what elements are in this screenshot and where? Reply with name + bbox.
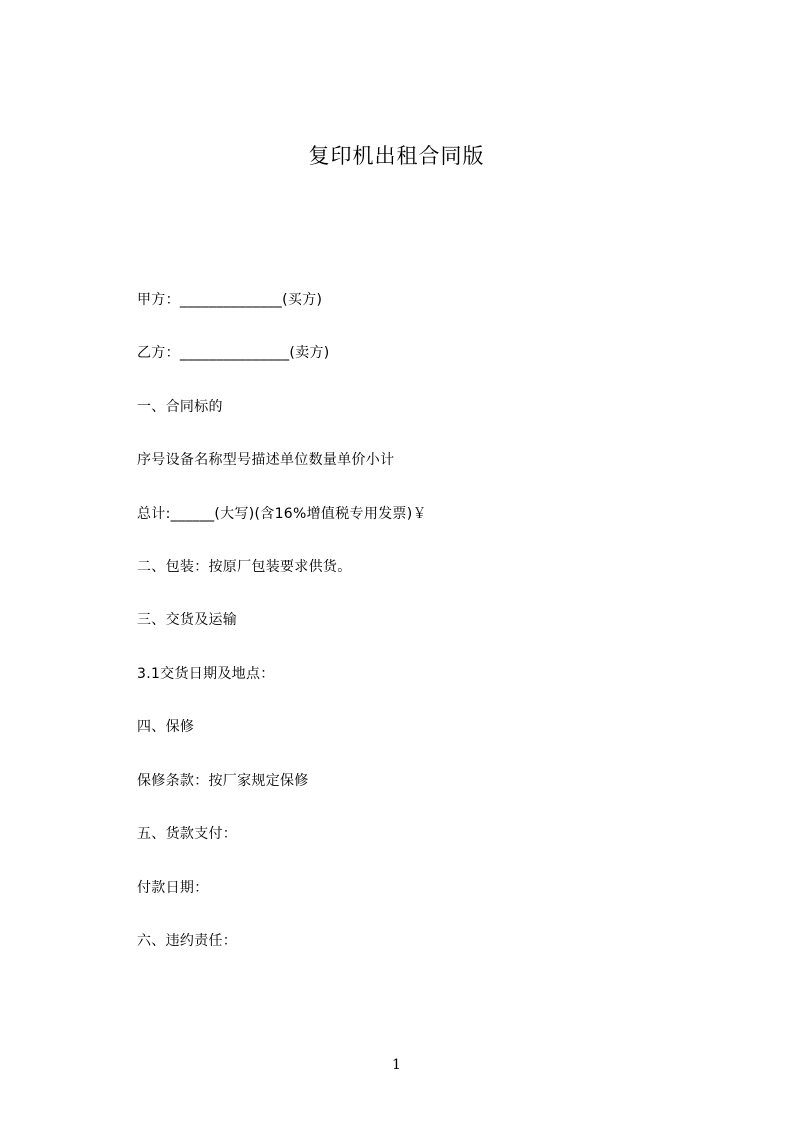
section-6-heading: 六、违约责任：	[137, 933, 238, 949]
warranty-terms: 保修条款：按厂家规定保修	[137, 773, 309, 789]
party-a-line: 甲方：______________(买方)	[137, 292, 323, 308]
payment-date: 付款日期：	[137, 880, 209, 896]
delivery-date-location: 3.1交货日期及地点：	[137, 666, 275, 682]
section-5-heading: 五、货款支付：	[137, 826, 238, 842]
document-title: 复印机出租合同版	[308, 144, 485, 168]
section-2-packaging: 二、包装：按原厂包装要求供货。	[137, 559, 352, 575]
section-4-heading: 四、保修	[137, 719, 195, 735]
total-line: 总计:______(大写)(含16%增值税专用发票)￥	[137, 506, 427, 522]
section-3-heading: 三、交货及运输	[137, 612, 238, 628]
section-1-heading: 一、合同标的	[137, 399, 223, 415]
item-table-header: 序号设备名称型号描述单位数量单价小计	[137, 452, 395, 468]
party-b-line: 乙方：_______________(卖方)	[137, 345, 330, 361]
page-number: 1	[392, 1057, 401, 1073]
